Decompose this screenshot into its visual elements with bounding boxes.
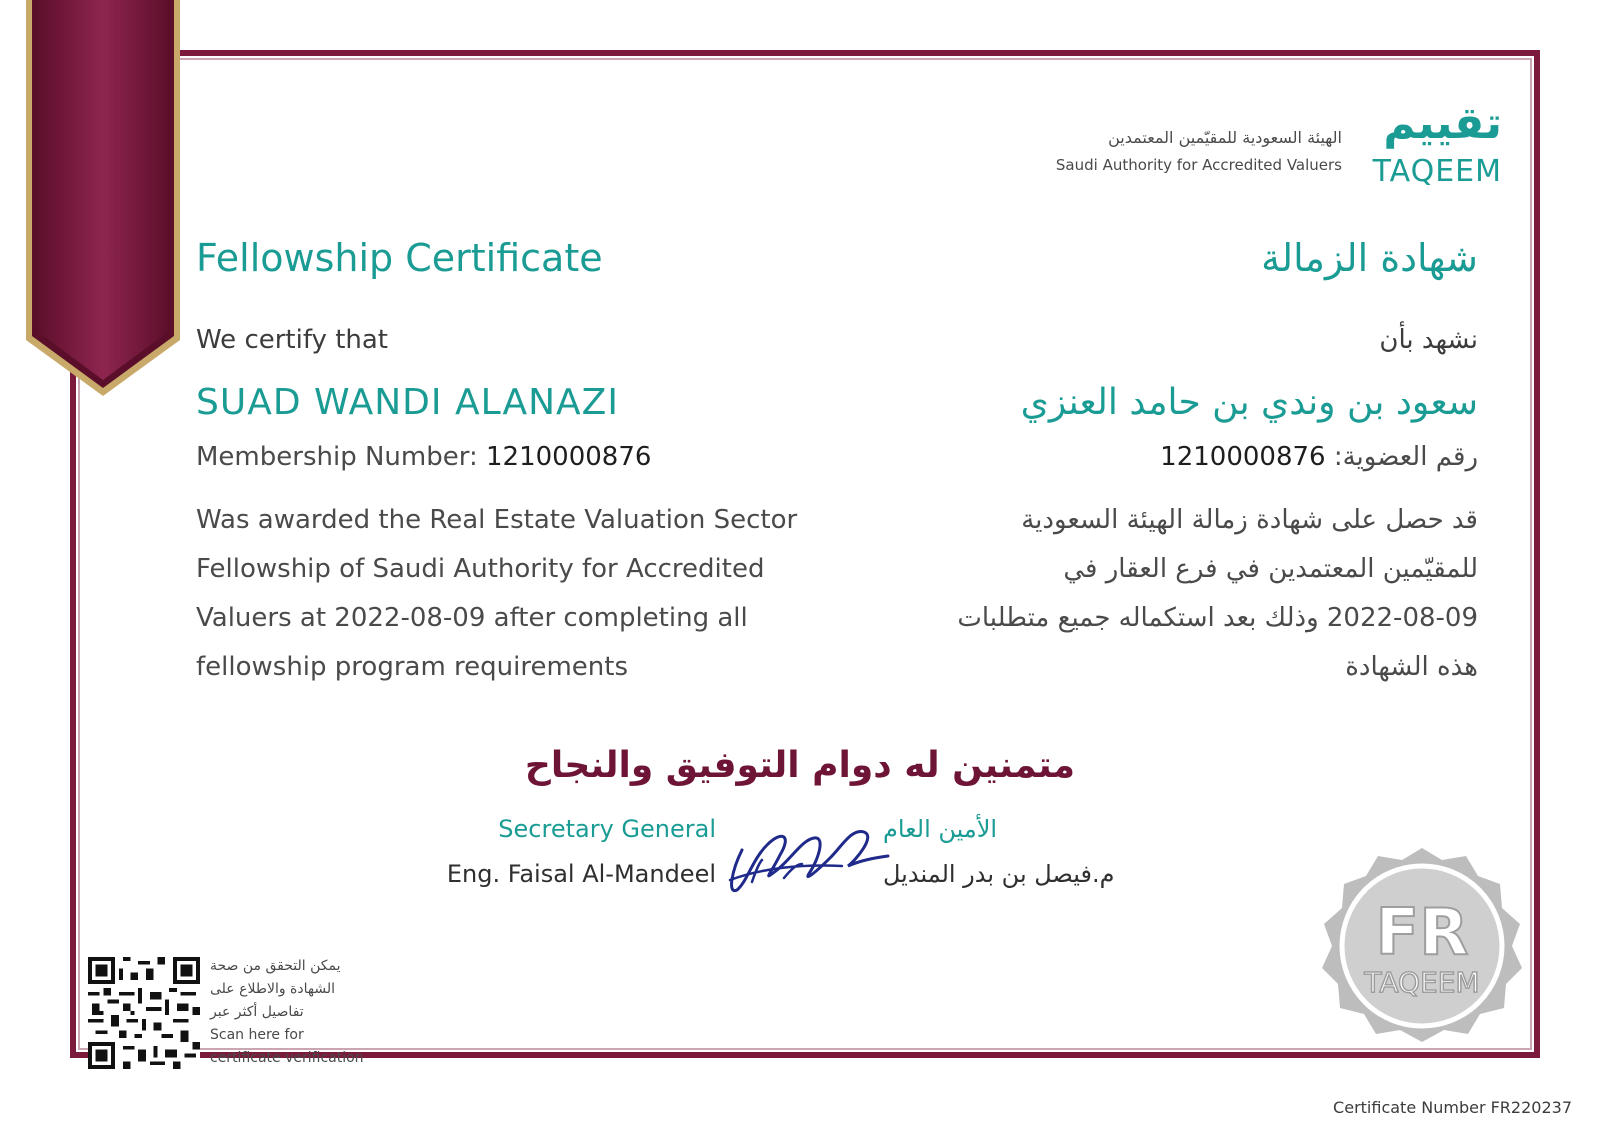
ribbon-decoration xyxy=(26,0,180,400)
seal-line1: FR xyxy=(1375,896,1469,970)
body-english xyxy=(196,496,797,692)
membership-label-arabic: رقم العضوية: xyxy=(1325,442,1478,472)
body-line-arabic: للمقيّمين المعتمدين في فرع العقار في xyxy=(1063,554,1478,584)
qr-caption-arabic: تفاصيل أكثر عبر xyxy=(210,1004,304,1020)
recipient-name-arabic: سعود بن وندي بن حامد العنزي xyxy=(1020,382,1478,423)
qr-caption xyxy=(210,955,364,1070)
membership-english xyxy=(196,442,651,472)
body-line-english: Was awarded the Real Estate Valuation Sector xyxy=(196,505,798,535)
lead-english: We certify that xyxy=(196,325,388,355)
body-line-arabic: هذه الشهادة xyxy=(1345,652,1478,682)
body-line-english: Fellowship of Saudi Authority for Accredited xyxy=(196,554,765,584)
logo-mark-arabic: تقييم xyxy=(1383,98,1502,149)
role-arabic: الأمين العام xyxy=(883,815,998,843)
qr-caption-english: certificate verification xyxy=(210,1050,364,1066)
membership-label-english: Membership Number: xyxy=(196,442,486,472)
qr-caption-arabic: الشهادة والاطلاع على xyxy=(210,981,335,997)
body-arabic xyxy=(957,496,1478,692)
logo-mark-english: TAQEEM xyxy=(1372,154,1502,189)
logo-org-arabic: الهيئة السعودية للمقيّمين المعتمدين xyxy=(1108,128,1342,147)
body-line-arabic: قد حصل على شهادة زمالة الهيئة السعودية xyxy=(1021,505,1478,535)
title-arabic: شهادة الزمالة xyxy=(1261,236,1478,280)
signature-image xyxy=(722,820,892,910)
logo-org-english: Saudi Authority for Accredited Valuers xyxy=(1055,156,1342,174)
membership-number-english: 1210000876 xyxy=(485,442,652,472)
body-line-arabic: 2022-08-09 وذلك بعد استكماله جميع متطلبات xyxy=(957,603,1478,633)
certificate-number: Certificate Number FR220237 xyxy=(1333,1098,1572,1117)
recipient-name-english: SUAD WANDI ALANAZI xyxy=(196,382,619,423)
qr-caption-arabic: يمكن التحقق من صحة xyxy=(210,958,341,974)
qr-code[interactable] xyxy=(88,957,200,1069)
membership-arabic xyxy=(1160,442,1478,472)
signer-name-english: Eng. Faisal Al-Mandeel xyxy=(446,860,716,888)
title-english: Fellowship Certificate xyxy=(196,236,603,280)
seal-stamp xyxy=(1316,842,1528,1048)
signer-name-arabic: م.فيصل بن بدر المنديل xyxy=(883,860,1115,888)
taqeem-logo xyxy=(1042,98,1502,198)
membership-number-arabic: 1210000876 xyxy=(1160,442,1326,472)
role-english: Secretary General xyxy=(498,815,716,843)
body-line-english: Valuers at 2022-08-09 after completing all xyxy=(196,603,748,633)
seal-line2: TAQEEM xyxy=(1364,966,1480,999)
lead-arabic: نشهد بأن xyxy=(1379,325,1478,355)
qr-caption-english: Scan here for xyxy=(210,1027,304,1043)
body-line-english: fellowship program requirements xyxy=(196,652,629,682)
closing-wish: متمنين له دوام التوفيق والنجاح xyxy=(524,745,1076,786)
